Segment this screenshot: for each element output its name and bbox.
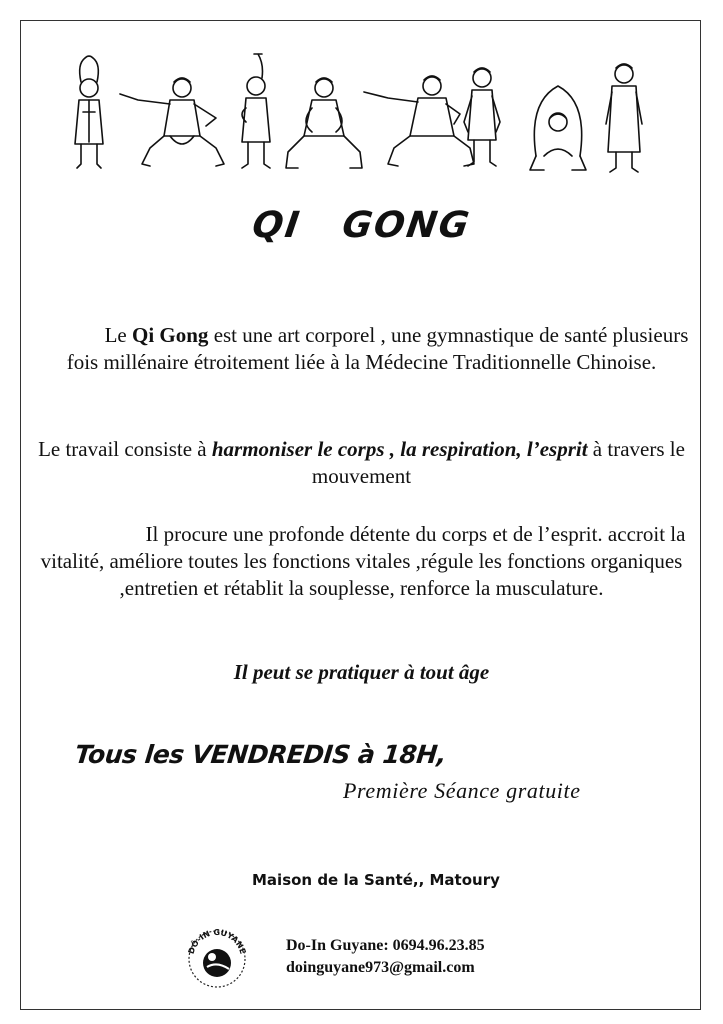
qi-gong-figures-icon [62,52,662,178]
benefits-text: Il procure une profonde détente du corps et de l’esprit. accroit la vitalité, améliore toutes les fonctions vitales ,régule les fonctions organiques ,entretien et rétablit la souplesse, renforce la musculature. [40,522,686,600]
schedule: Tous les VENDREDIS à 18H, [73,740,448,769]
work-after: à travers le mouvement [311,437,685,488]
age-note: Il peut se pratiquer à tout âge [233,660,490,684]
figure-5 [364,76,474,166]
figure-8 [606,64,642,172]
location: Maison de la Santé,, Matoury [252,871,500,889]
benefits-paragraph [30,521,693,602]
contact-block [286,935,485,979]
do-in-guyane-logo-icon [185,921,249,991]
work-paragraph [30,436,693,490]
figure-6 [464,68,500,166]
intro-bold: Qi Gong [132,323,209,347]
work-emphasis: harmoniser le corps , la respiration, l’esprit [211,437,588,461]
intro-before: Le [104,323,132,347]
work-before: Le travail consiste à [38,437,212,461]
figure-3 [242,54,270,168]
figure-7 [530,86,586,170]
figure-2 [120,78,224,166]
first-session-free: Première Séance gratuite [343,778,581,803]
figure-1 [75,56,103,168]
title-word-1: QI [249,205,304,246]
logo-text: DÔ-IN GUYANE [186,927,248,956]
contact-email: doinguyane973@gmail.com [286,959,475,976]
figure-4 [286,78,362,168]
title-word-2: GONG [339,205,474,246]
intro-after: est une art corporel , une gymnastique de santé plusieurs fois millénaire étroitement liée à la Médecine Traditionnelle Chinoise. [66,323,689,374]
contact-phone: Do-In Guyane: 0694.96.23.85 [286,937,485,954]
intro-paragraph [30,322,693,376]
page-title [0,205,723,246]
